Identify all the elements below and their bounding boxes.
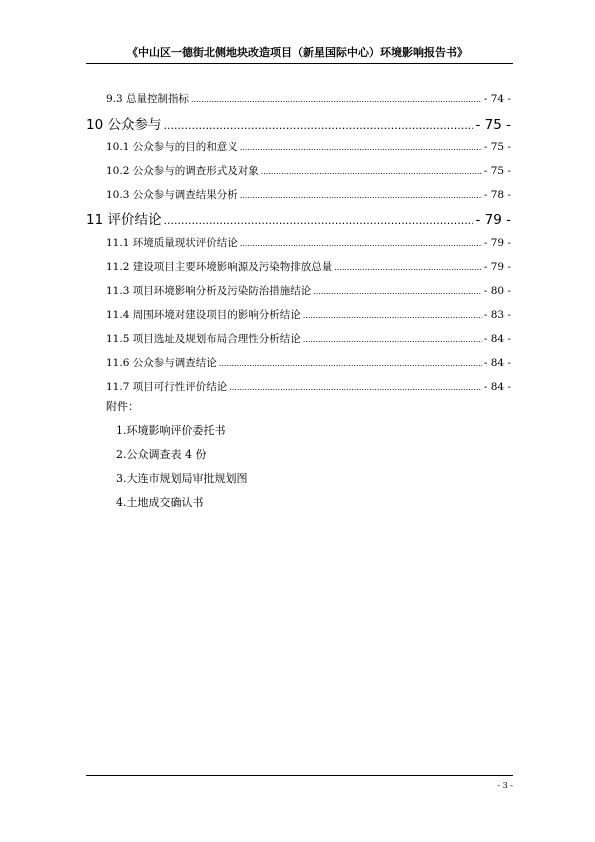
toc-leader-dots: [313, 287, 482, 296]
toc-entry-page: - 75 -: [483, 165, 511, 177]
toc-entry-page: - 79 -: [475, 212, 511, 228]
page-header-title: 《中山区一德街北侧地块改造项目（新星国际中心）环境影响报告书》: [127, 46, 468, 59]
toc-entry-title: 9.3 总量控制指标: [106, 93, 190, 105]
toc-entry[interactable]: [106, 283, 511, 298]
toc-entry-page: - 74 -: [483, 93, 511, 105]
toc-entry-page: - 84 -: [483, 381, 511, 393]
toc-entry-title: 11.5 项目选址及规划布局合理性分析结论: [106, 333, 301, 345]
toc-entry-page: - 83 -: [483, 309, 511, 321]
toc-entry-page: - 79 -: [483, 261, 511, 273]
toc-entry[interactable]: [106, 331, 511, 346]
toc-entry[interactable]: [106, 307, 511, 322]
toc-leader-dots: [191, 95, 482, 104]
toc-leader-dots: [163, 214, 473, 227]
toc-entry-page: - 80 -: [483, 285, 511, 297]
attachment-item: 2.公众调查表 4 份: [116, 448, 207, 461]
toc-leader-dots: [334, 263, 482, 272]
toc-entry-title: 11 评价结论: [86, 212, 162, 228]
toc-entry[interactable]: [106, 355, 511, 370]
toc-entry-title: 11.1 环境质量现状评价结论: [106, 237, 238, 249]
toc-chapter-entry[interactable]: [86, 113, 511, 133]
toc-chapter-entry[interactable]: [86, 208, 511, 228]
toc-leader-dots: [303, 311, 482, 320]
toc-leader-dots: [240, 239, 482, 248]
footer-divider: [86, 775, 513, 776]
toc-leader-dots: [163, 119, 473, 132]
toc-entry[interactable]: [106, 139, 511, 154]
toc-entry[interactable]: [106, 187, 511, 202]
toc-entry-page: - 75 -: [483, 141, 511, 153]
toc-entry-page: - 75 -: [475, 117, 511, 133]
toc-entry[interactable]: [106, 379, 511, 394]
toc-entry-page: - 84 -: [483, 333, 511, 345]
toc-entry-title: 11.4 周围环境对建设项目的影响分析结论: [106, 309, 301, 321]
toc-leader-dots: [229, 383, 482, 392]
attachment-item: 1.环境影响评价委托书: [116, 424, 226, 437]
attachment-item: 4.土地成交确认书: [116, 496, 204, 509]
toc-entry-title: 10 公众参与: [86, 117, 162, 133]
toc-entry-page: - 78 -: [483, 189, 511, 201]
toc-leader-dots: [219, 359, 482, 368]
toc-entry-page: - 79 -: [483, 237, 511, 249]
toc-entry-title: 11.2 建设项目主要环境影响源及污染物排放总量: [106, 261, 333, 273]
toc-leader-dots: [261, 167, 482, 176]
attachment-item: 3.大连市规划局审批规划图: [116, 472, 248, 485]
footer-page-number: - 3 -: [497, 781, 513, 790]
table-of-contents: [86, 0, 514, 842]
toc-leader-dots: [240, 143, 482, 152]
toc-entry[interactable]: [106, 259, 511, 274]
toc-entry[interactable]: [106, 235, 511, 250]
toc-entry-title: 11.3 项目环境影响分析及污染防治措施结论: [106, 285, 312, 297]
toc-leader-dots: [303, 335, 482, 344]
toc-entry[interactable]: [106, 91, 511, 106]
toc-entry-title: 11.6 公众参与调查结论: [106, 357, 217, 369]
toc-entry-title: 10.2 公众参与的调查形式及对象: [106, 165, 259, 177]
toc-entry-title: 10.3 公众参与调查结果分析: [106, 189, 238, 201]
toc-leader-dots: [240, 191, 482, 200]
toc-entry-title: 10.1 公众参与的目的和意义: [106, 141, 238, 153]
toc-entry[interactable]: [106, 163, 511, 178]
toc-entry-title: 11.7 项目可行性评价结论: [106, 381, 228, 393]
attachments-heading: 附件：: [106, 400, 139, 413]
toc-entry-page: - 84 -: [483, 357, 511, 369]
